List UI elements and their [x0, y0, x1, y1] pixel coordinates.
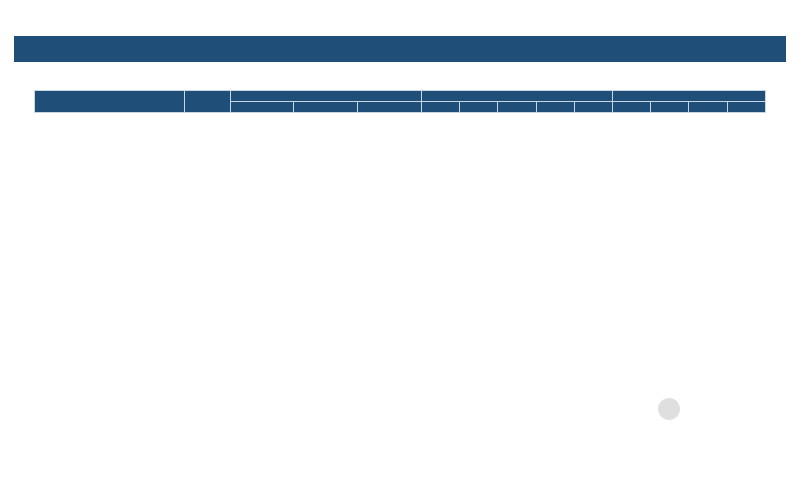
- col-ne-mx: [357, 102, 421, 113]
- col-share-group: [613, 91, 766, 102]
- col-ne-cn: [294, 102, 357, 113]
- header-row-groups: [35, 91, 766, 102]
- col-rank-2: [460, 102, 498, 113]
- supply-chain-table: [34, 90, 766, 113]
- page-title-bar: [14, 36, 786, 62]
- supply-chain-table-wrap: [34, 90, 766, 113]
- col-share-cn: [651, 102, 689, 113]
- col-share-mx: [727, 102, 765, 113]
- col-rank-4: [536, 102, 574, 113]
- col-rank-1: [422, 102, 460, 113]
- col-top5-group: [422, 91, 613, 102]
- col-product: [35, 91, 185, 113]
- col-share-top5: [613, 102, 651, 113]
- watermark-badge: [658, 398, 680, 420]
- col-ne-note: [231, 91, 422, 102]
- col-ne-us: [231, 102, 294, 113]
- col-complexity: [185, 91, 231, 113]
- table-head: [35, 91, 766, 113]
- col-rank-5: [574, 102, 612, 113]
- col-rank-3: [498, 102, 536, 113]
- col-share-us: [689, 102, 727, 113]
